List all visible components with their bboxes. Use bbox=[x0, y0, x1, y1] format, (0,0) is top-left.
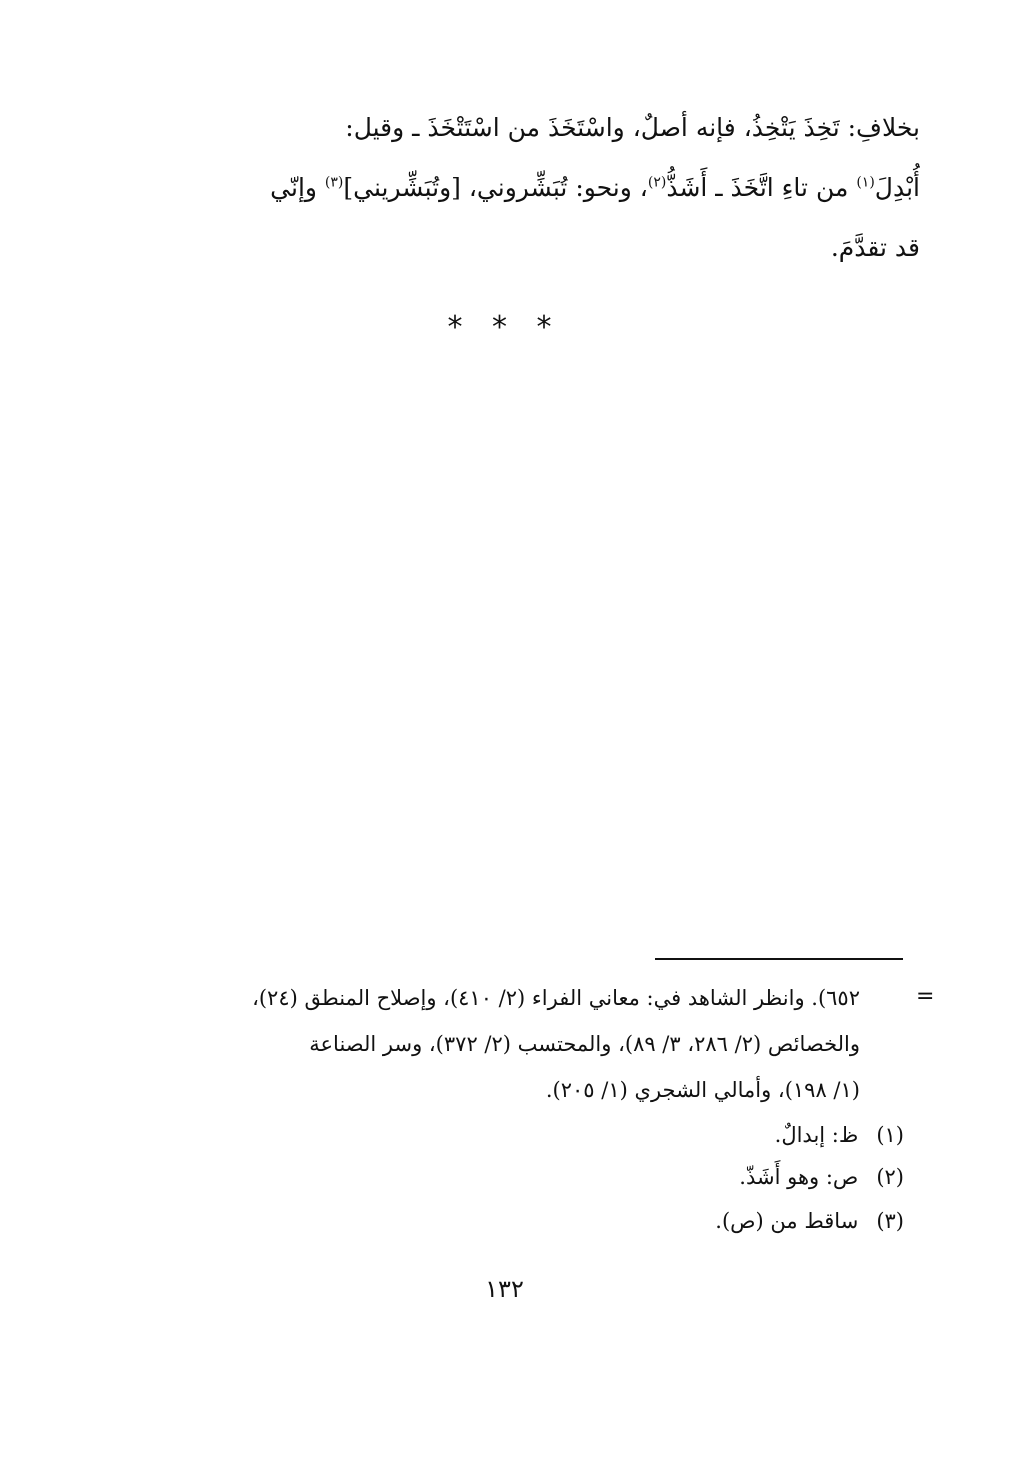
footnote-text: ساقط من (ص). bbox=[715, 1209, 859, 1233]
main-text-segment: من تاءِ اتَّخَذَ ـ أَشَذُّ bbox=[666, 173, 857, 202]
main-text-segment: أُبْدِلَ bbox=[874, 173, 920, 202]
footnote-2 bbox=[739, 1154, 904, 1200]
footnote-text: ظ: إبدالٌ. bbox=[774, 1123, 859, 1147]
footnote-cont-line-1: ٦٥٢). وانظر الشاهد في: معاني الفراء (٢/ ٤١٠)، وإصلاح المنطق (٢٤)، bbox=[252, 986, 860, 1010]
footnote-cont-line-3: (١/ ١٩٨)، وأمالي الشجري (١/ ٢٠٥). bbox=[545, 1078, 860, 1102]
footnote-divider bbox=[655, 958, 903, 960]
main-text-segment: وإنّي bbox=[270, 173, 325, 202]
section-separator: * * * bbox=[447, 310, 562, 345]
footnote-continuation bbox=[160, 975, 860, 1113]
footnote-text: ص: وهو أَشَذّ. bbox=[739, 1165, 859, 1189]
main-text-line-3: قد تقدَّمَ. bbox=[830, 233, 920, 262]
main-text-line-1: بخلافِ: تَخِذَ يَتْخِذُ، فإنه أصلٌ، واسْتَخَذَ من اسْتَتْخَذَ ـ وقيل: bbox=[345, 113, 920, 142]
footnote-continuation-mark: = bbox=[916, 984, 935, 1009]
footnote-3 bbox=[715, 1198, 904, 1244]
footnote-number: (٢) bbox=[876, 1165, 904, 1189]
footnote-1 bbox=[775, 1112, 904, 1158]
footnote-number: (١) bbox=[876, 1123, 904, 1147]
footnote-ref-3: (٣) bbox=[324, 174, 344, 191]
main-text-segment: ، ونحو: تُبَشِّروني، [وتُبَشِّريني] bbox=[343, 173, 648, 202]
page-number: ١٣٢ bbox=[485, 1275, 524, 1303]
footnote-ref-2: (٢) bbox=[647, 174, 667, 191]
footnote-ref-1: (١) bbox=[856, 174, 875, 191]
footnote-number: (٣) bbox=[876, 1209, 904, 1233]
main-text bbox=[160, 98, 920, 278]
footnote-cont-line-2: والخصائص (٢/ ٢٨٦، ٣/ ٨٩)، والمحتسب (٢/ ٣٧٢)، وسر الصناعة bbox=[309, 1032, 860, 1056]
main-text-line-2 bbox=[160, 158, 920, 218]
